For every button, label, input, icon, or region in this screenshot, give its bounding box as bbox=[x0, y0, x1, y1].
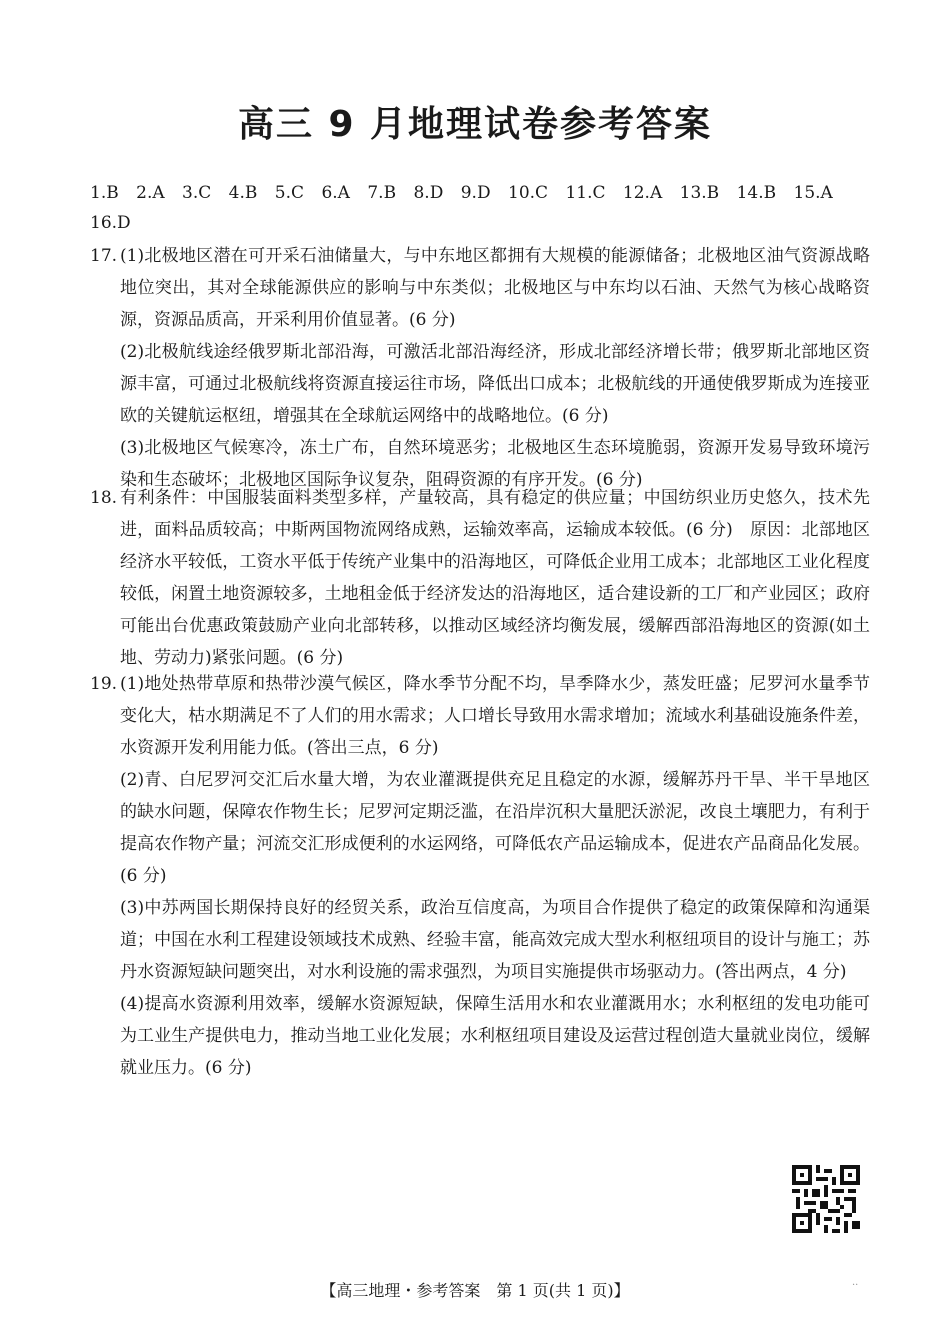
answer-part: (2)北极航线途经俄罗斯北部沿海，可激活北部沿海经济，形成北部经济增长带；俄罗斯北部地区资源丰富，可通过北极航线将资源直接运往市场，降低出口成本；北极航线的开通使俄罗斯成为连接亚欧的关键航运枢纽，增强其在全球航运网络中的战略地位。(6 分) bbox=[120, 342, 870, 426]
corner-mark: ·· bbox=[852, 1280, 859, 1291]
mc-answer: 2.A bbox=[136, 183, 165, 203]
mc-answer: 8.D bbox=[413, 183, 444, 203]
answer-part: (3)中苏两国长期保持良好的经贸关系，政治互信度高，为项目合作提供了稳定的政策保障和沟通渠道；中国在水利工程建设领域技术成熟、经验丰富，能高效完成大型水利枢纽项目的设计与施工；苏丹水资源短缺问题突出，对水利设施的需求强烈，为项目实施提供市场驱动力。(答出两点，4 分) bbox=[120, 898, 870, 982]
page-footer: 【高三地理・参考答案 第 1 页(共 1 页)】 bbox=[320, 1281, 630, 1300]
mc-answer: 9.D bbox=[460, 183, 491, 203]
answer-text: 有利条件：中国服装面料类型多样，产量较高，具有稳定的供应量；中国纺织业历史悠久，技术先进，面料品质较高；中斯两国物流网络成熟，运输效率高，运输成本较低。(6 分) 原因：北部地区经济水平较低，工资水平低于传统产业集中的沿海地区，可降低企业用工成本；北部地区工业化程度较低，闲置土地资源较多，土地租金低于经济发达的沿海地区，适合建设新的工厂和产业园区；政府可能出台优惠政策鼓励产业向北部转移，以推动区域经济均衡发展，缓解西部沿海地区的资源(如土地、劳动力)紧张问题。(6 分) bbox=[120, 488, 870, 668]
mc-answer: 1.B bbox=[90, 183, 119, 203]
multiple-choice-answers bbox=[90, 178, 880, 238]
mc-answer: 10.C bbox=[508, 183, 549, 203]
mc-answer: 6.A bbox=[321, 183, 350, 203]
answer-part: (2)青、白尼罗河交汇后水量大增，为农业灌溉提供充足且稳定的水源，缓解苏丹干旱、半干旱地区的缺水问题，保障农作物生长；尼罗河定期泛滥，在沿岸沉积大量肥沃淤泥，改良土壤肥力，有利于提高农作物产量；河流交汇形成便利的水运网络，可降低农产品运输成本，促进农产品商品化发展。(6 分) bbox=[120, 770, 870, 886]
mc-answer: 11.C bbox=[565, 183, 606, 203]
question-18 bbox=[90, 482, 870, 674]
question-number: 19. bbox=[90, 674, 118, 694]
answer-part: (1)北极地区潜在可开采石油储量大，与中东地区都拥有大规模的能源储备；北极地区油气资源战略地位突出，其对全球能源供应的影响与中东类似；北极地区与中东均以石油、天然气为核心战略资源，资源品质高，开采利用价值显著。(6 分) bbox=[120, 246, 870, 330]
mc-answer: 3.C bbox=[182, 183, 212, 203]
mc-answer: 16.D bbox=[90, 213, 131, 233]
mc-answer: 14.B bbox=[736, 183, 777, 203]
answer-part: (1)地处热带草原和热带沙漠气候区，降水季节分配不均，旱季降水少，蒸发旺盛；尼罗河水量季节变化大，枯水期满足不了人们的用水需求；人口增长导致用水需求增加；流域水利基础设施条件差，水资源开发利用能力低。(答出三点，6 分) bbox=[120, 674, 870, 758]
question-number: 17. bbox=[90, 246, 118, 266]
question-17 bbox=[90, 240, 870, 496]
mc-answer: 4.B bbox=[228, 183, 258, 203]
answer-part: (3)北极地区气候寒冷，冻土广布，自然环境恶劣；北极地区生态环境脆弱，资源开发易导致环境污染和生态破坏；北极地区国际争议复杂，阻碍资源的有序开发。(6 分) bbox=[120, 438, 870, 490]
question-number: 18. bbox=[90, 488, 118, 508]
mc-answer: 13.B bbox=[679, 183, 720, 203]
qr-code-icon bbox=[792, 1165, 860, 1233]
answer-part: (4)提高水资源利用效率，缓解水资源短缺，保障生活用水和农业灌溉用水；水利枢纽的发电功能可为工业生产提供电力，推动当地工业化发展；水利枢纽项目建设及运营过程创造大量就业岗位，缓解就业压力。(6 分) bbox=[120, 994, 870, 1078]
mc-answer: 7.B bbox=[367, 183, 397, 203]
question-19 bbox=[90, 668, 870, 1084]
mc-answer: 15.A bbox=[793, 183, 833, 203]
mc-answer: 5.C bbox=[274, 183, 305, 203]
page-title: 高三 9 月地理试卷参考答案 bbox=[237, 104, 713, 145]
mc-answer: 12.A bbox=[622, 183, 663, 203]
